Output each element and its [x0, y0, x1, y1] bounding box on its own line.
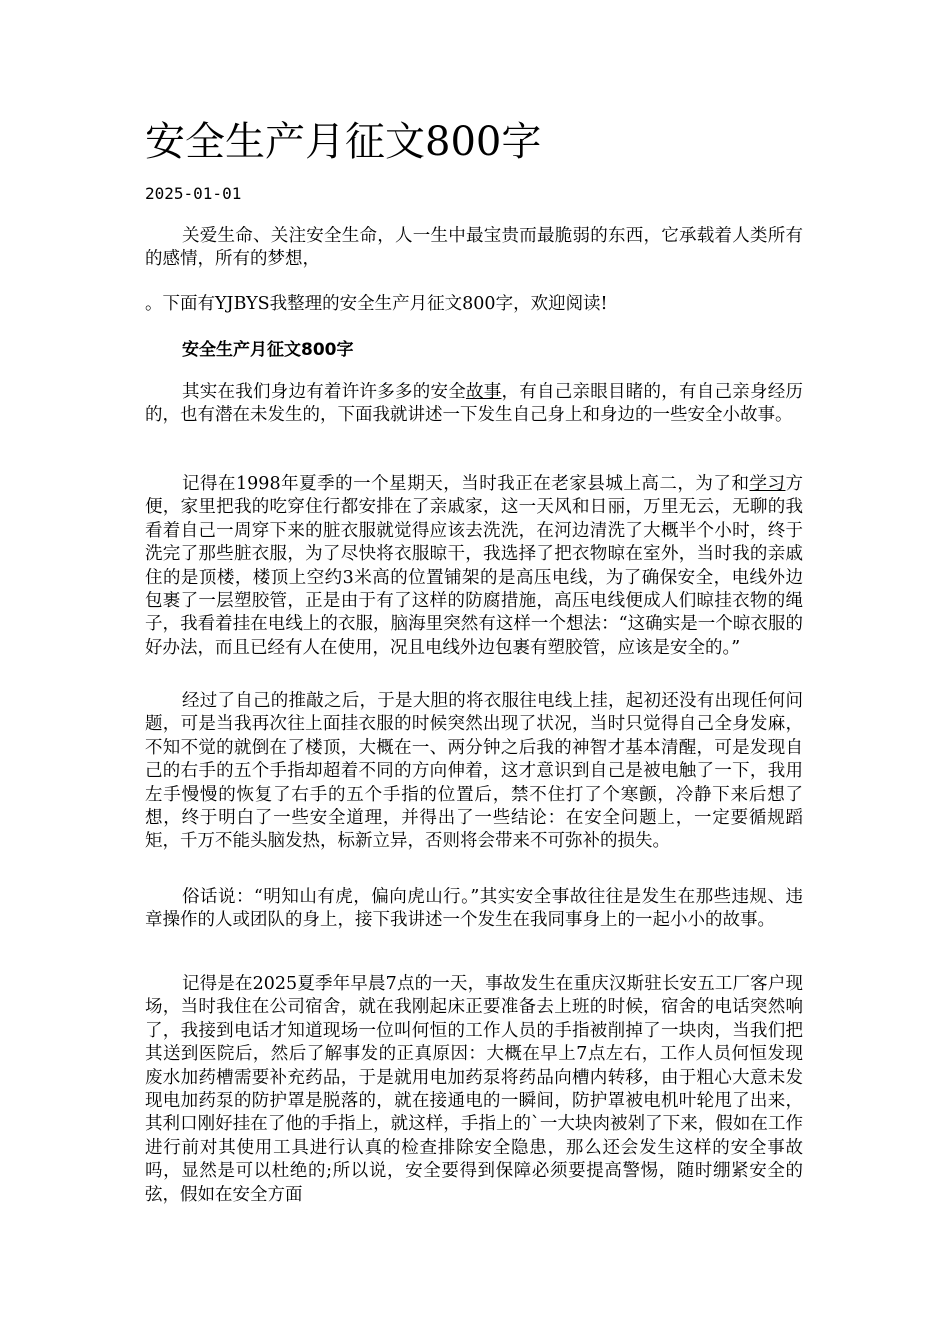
- paragraph-5: 记得是在2025夏季年早晨7点的一天，事故发生在重庆汉斯驻长安五工厂客户现场，当时我住在公司宿舍，就在我刚起床正要准备去上班的时候，宿舍的电话突然响了，我接到电话才知道现场一位叫何恒的工作人员的手指被削掉了一块肉，当我们把其送到医院后，然后了解事发的正真原因：大概在早上7点左右，工作人员何恒发现废水加药槽需要补充药品，于是就用电加药泵将药品向槽内转移，由于粗心大意未发现电加药泵的防护罩是脱落的，就在接通电的一瞬间，防护罩被电机叶轮甩了出来，其利口刚好挂在了他的手指上，就这样，手指上的`一大块肉被剁了下来，假如在工作进行前对其使用工具进行认真的检查排除安全隐患，那么还会发生这样的安全事故吗，显然是可以杜绝的;所以说，安全要得到保障必须要提高警惕，随时绷紧安全的弦，假如在安全方面: [145, 974, 803, 1205]
- intro-paragraph: 关爱生命、关注安全生命，人一生中最宝贵而最脆弱的东西，它承载着人类所有的感情，所有的梦想，: [145, 226, 803, 270]
- paragraph-2: [145, 473, 803, 660]
- paragraph-4: 俗话说：“明知山有虎，偏向虎山行。”其实安全事故往往是发生在那些违规、违章操作的人或团队的身上，接下我讲述一个发生在我同事身上的一起小小的故事。: [145, 887, 803, 931]
- paragraph-1-end: ，有自己亲眼目睹的，有自己亲身经历的，也有潜在未发生的，下面我就讲述一下发生自己身上和身边的一些安全小故事。: [145, 382, 803, 426]
- paragraph-2-end: 方便，家里把我的吃穿住行都安排在了亲戚家，这一天风和日丽，万里无云，无聊的我看着自己一周穿下来的脏衣服就觉得应该去洗洗，在河边清洗了大概半个小时，终于洗完了那些脏衣服，为了尽快将衣服晾干，我选择了把衣物晾在室外，当时我的亲戚住的是顶楼，楼顶上空约3米高的位置铺架的是高压电线，为了确保安全，电线外边包裹了一层塑胶管，正是由于有了这样的防腐措施，高压电线便成人们晾挂衣物的绳子，我看着挂在电线上的衣服，脑海里突然有这样一个想法：“这确实是一个晾衣服的好办法，而且已经有人在使用，况且电线外边包裹有塑胶管，应该是安全的。”: [145, 474, 803, 658]
- paragraph-5-block: [145, 973, 803, 1207]
- paragraph-4-block: [145, 886, 803, 933]
- paragraph-2-block: [145, 473, 803, 660]
- intro-followup: 。下面有YJBYS我整理的安全生产月征文800字，欢迎阅读!: [145, 294, 608, 314]
- intro-followup-block: [145, 293, 803, 316]
- paragraph-1-block: [145, 381, 803, 428]
- paragraph-3: 经过了自己的推敲之后，于是大胆的将衣服往电线上挂，起初还没有出现任何问题，可是当我再次往上面挂衣服的时候突然出现了状况，当时只觉得自己全身发麻，不知不觉的就倒在了楼顶，大概在一、两分钟之后我的神智才基本清醒，可是发现自己的右手的五个手指却超着不同的方向伸着，这才意识到自己是被电触了一下，我用左手慢慢的恢复了右手的五个手指的位置后，禁不住打了个寒颤，冷静下来后想了想，终于明白了一些安全道理，并得出了一些结论：在安全问题上，一定要循规蹈矩，千万不能头脑发热，标新立异，否则将会带来不可弥补的损失。: [145, 691, 803, 852]
- section-subheading: 安全生产月征文800字: [182, 340, 354, 360]
- paragraph-1-start: 其实在我们身边有着许许多多的安全: [182, 382, 466, 402]
- paragraph-2-start: 记得在1998年夏季的一个星期天，当时我正在老家县城上高二，为了和: [182, 474, 750, 494]
- study-link[interactable]: 学习: [749, 474, 786, 494]
- paragraph-1: [145, 381, 803, 428]
- story-link[interactable]: 故事: [466, 382, 502, 402]
- document-date: 2025-01-01: [145, 184, 242, 203]
- paragraph-3-block: [145, 690, 803, 854]
- intro-block: [145, 225, 803, 272]
- document-title: 安全生产月征文800字: [145, 119, 542, 165]
